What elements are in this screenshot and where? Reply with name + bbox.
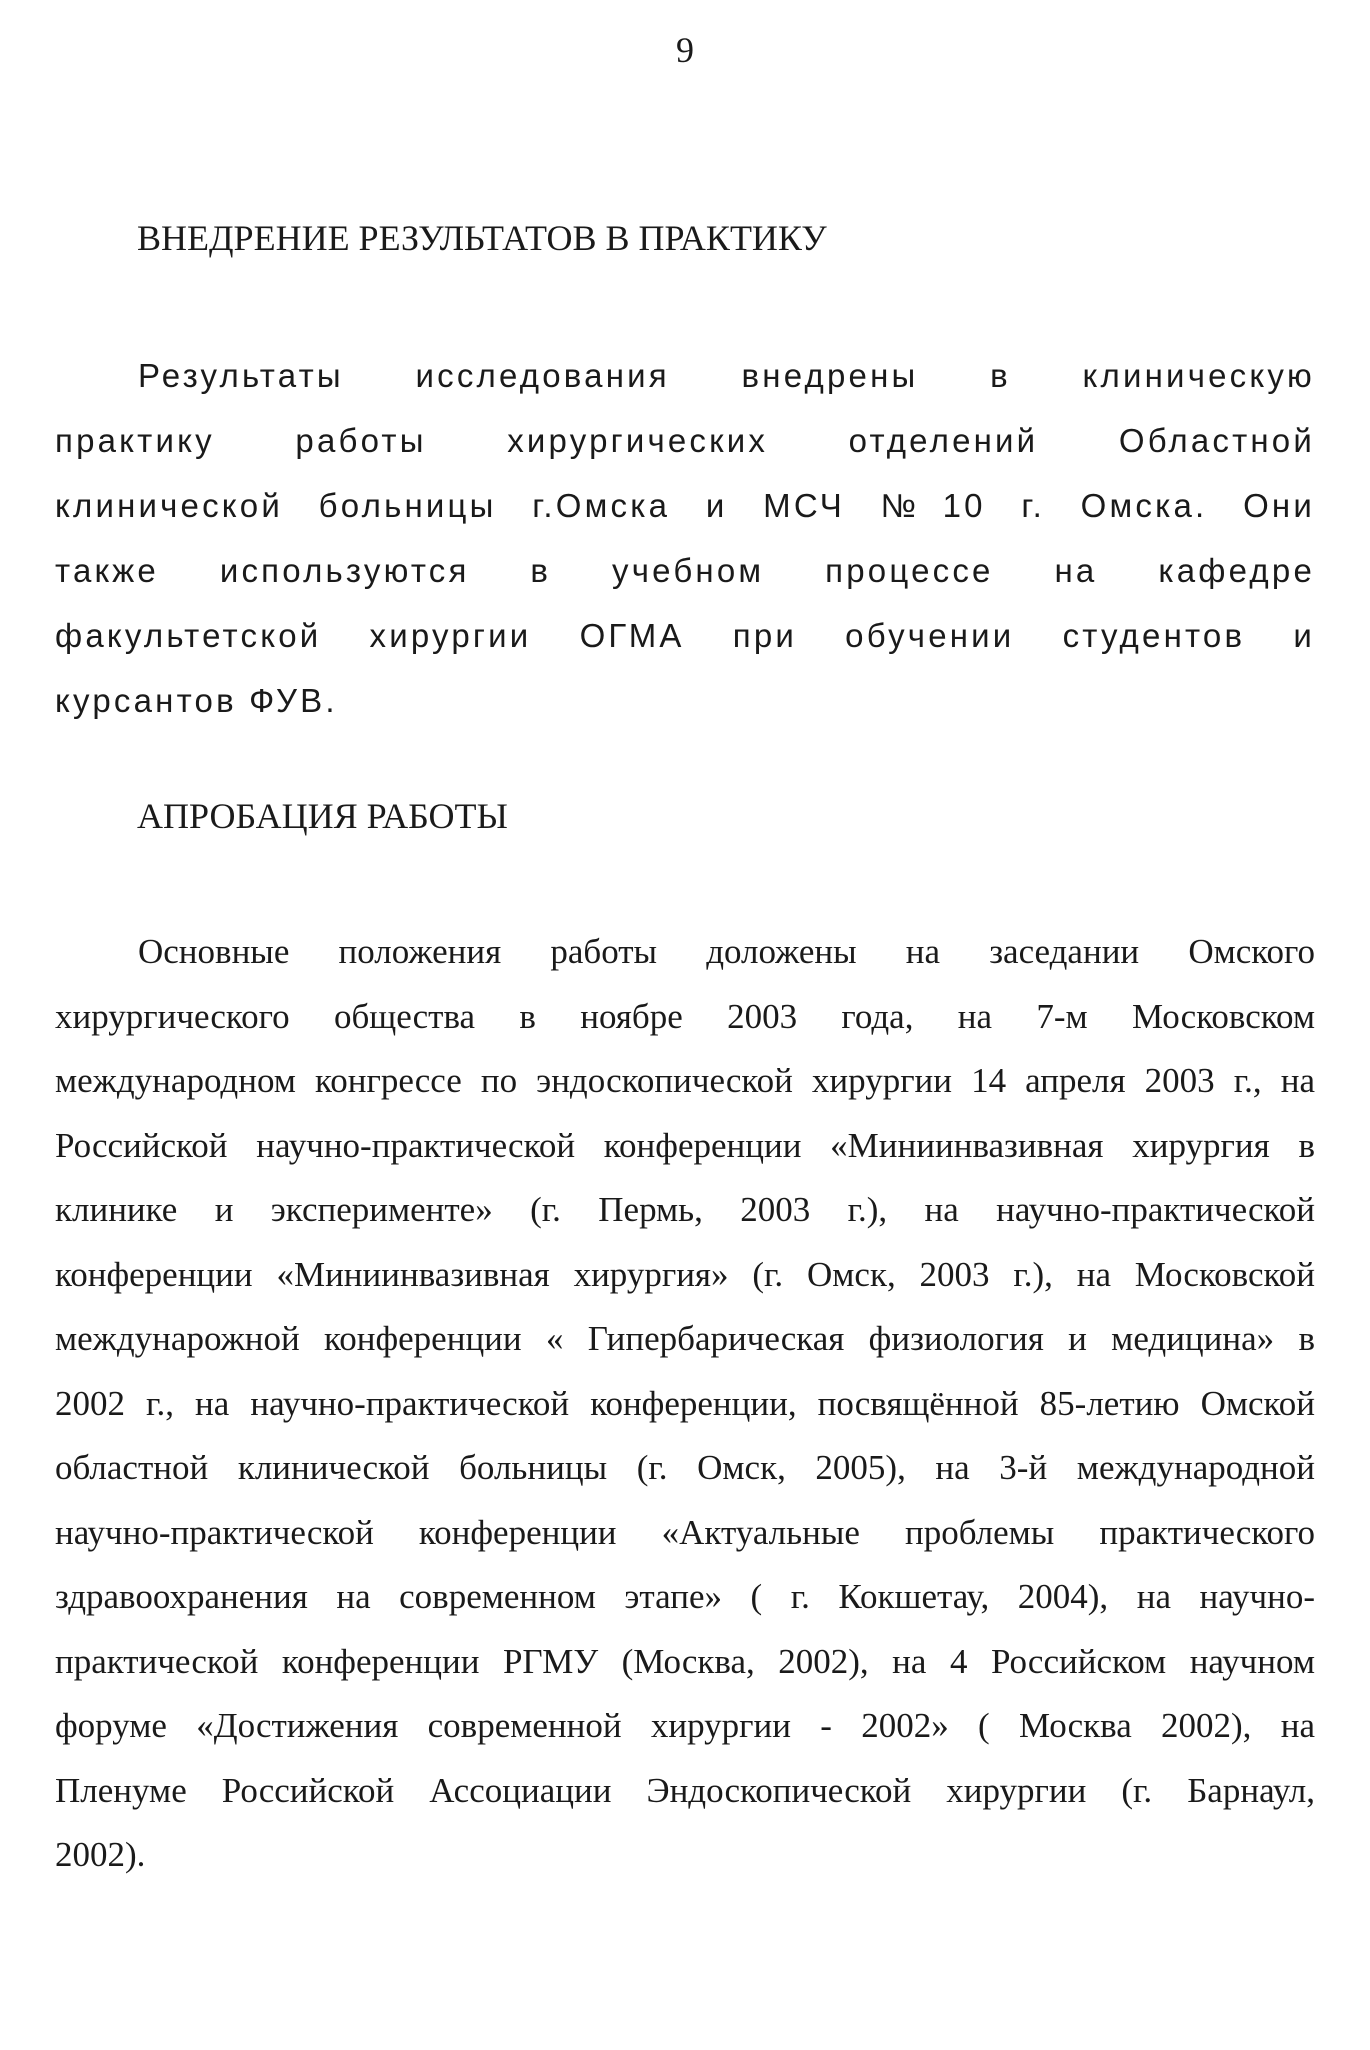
- paragraph-line: хирургического общества в ноябре 2003 года, на 7-м Московском: [55, 996, 1315, 1036]
- paragraph-line: практической конференции РГМУ (Москва, 2002), на 4 Российском научном: [55, 1641, 1315, 1681]
- paragraph-line: областной клинической больницы (г. Омск, 2005), на 3-й международной: [55, 1448, 1315, 1487]
- paragraph-line: форуме «Достижения современной хирургии - 2002» ( Москва 2002), на: [55, 1706, 1315, 1745]
- paragraph-line: 2002 г., на научно-практической конференции, посвящённой 85-летию Омской: [55, 1383, 1315, 1423]
- paragraph-line: международном конгрессе по эндоскопической хирургии 14 апреля 2003 г., на: [55, 1061, 1315, 1100]
- paragraph-line: здравоохранения на современном этапе» ( г. Кокшетау, 2004), на научно-: [55, 1577, 1315, 1616]
- page-number: 9: [676, 30, 694, 70]
- paragraph-line: клинике и эксперименте» (г. Пермь, 2003 г.), на научно-практической: [55, 1190, 1315, 1229]
- paragraph-line: 2002).: [55, 1835, 146, 1874]
- paragraph-approbation: [55, 920, 1315, 1888]
- section-heading-approbation: АПРОБАЦИЯ РАБОТЫ: [137, 796, 508, 836]
- paragraph-line: Пленуме Российской Ассоциации Эндоскопической хирургии (г. Барнаул,: [55, 1770, 1315, 1810]
- paragraph-line: Основные положения работы доложены на заседании Омского: [138, 932, 1315, 971]
- paragraph-line: факультетской хирургии ОГМА при обучении студентов и: [55, 617, 1315, 654]
- paragraph-line: также используются в учебном процессе на кафедре: [55, 552, 1315, 589]
- paragraph-line: научно-практической конференции «Актуальные проблемы практического: [55, 1512, 1315, 1552]
- paragraph-line: клинической больницы г.Омска и МСЧ №10 г. Омска. Они: [55, 487, 1315, 524]
- section-heading-implementation: ВНЕДРЕНИЕ РЕЗУЛЬТАТОВ В ПРАКТИКУ: [137, 218, 827, 258]
- paragraph-implementation: [55, 343, 1315, 733]
- paragraph-line: практику работы хирургических отделений Областной: [55, 422, 1315, 459]
- paragraph-line: Российской научно-практической конференции «Миниинвазивная хирургия в: [55, 1125, 1315, 1165]
- paragraph-line: конференции «Миниинвазивная хирургия» (г. Омск, 2003 г.), на Московской: [55, 1254, 1315, 1294]
- paragraph-line: междунарожной конференции « Гипербарическая физиология и медицина» в: [55, 1319, 1315, 1358]
- paragraph-line: Результаты исследования внедрены в клиническую: [138, 357, 1315, 394]
- paragraph-line: курсантов ФУВ.: [55, 682, 338, 719]
